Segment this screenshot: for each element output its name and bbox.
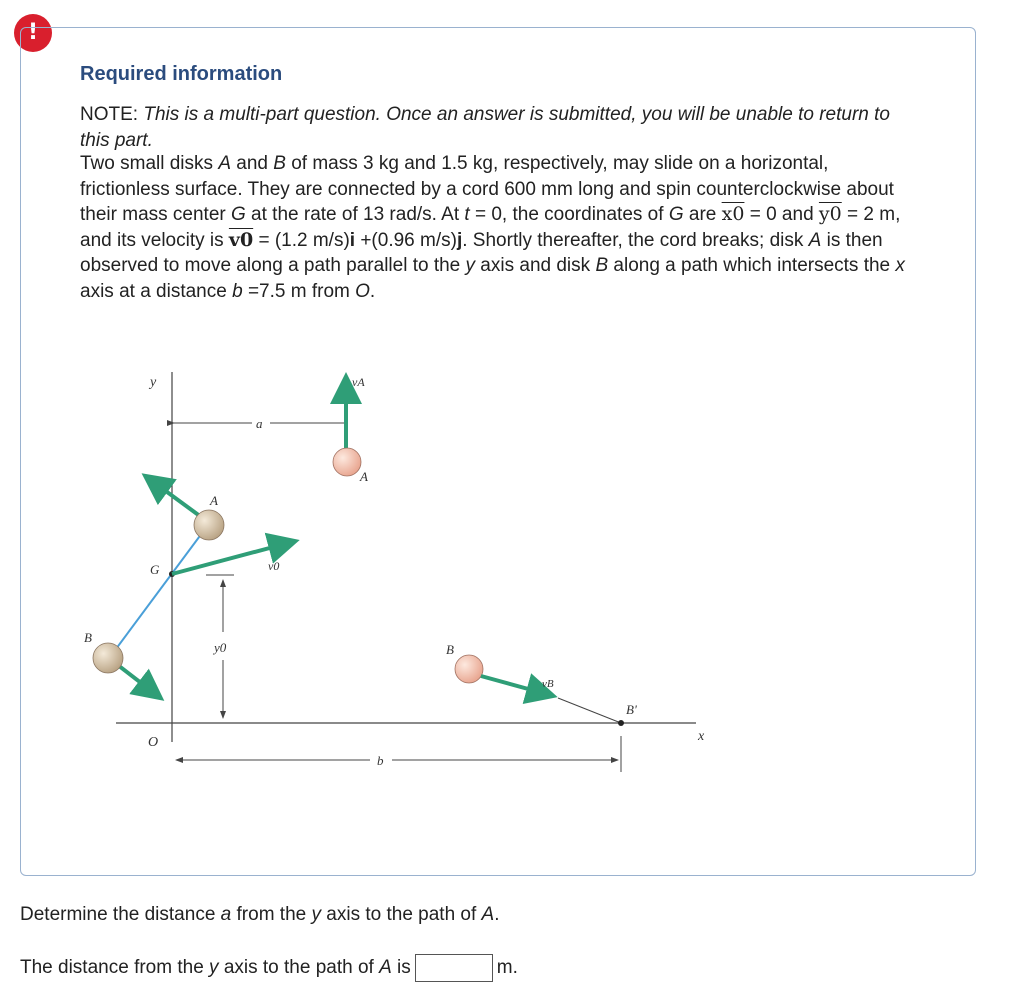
question-text: Determine the distance a from the y axis to the path of A. [20,904,500,925]
diagram [80,362,740,782]
note-text: NOTE: This is a multi-part question. Once an answer is submitted, you will be unable to return to this part. [80,104,890,151]
answer-prompt: The distance from the y axis to the path of A is [20,957,411,978]
problem-text: Two small disks A and B of mass 3 kg and 1.5 kg, respectively, may slide on a horizontal, frictionless surface. They are connected by a cord 600 mm long and spin counterclockwise about their mass center G at the rate of 13 rad/s. At t = 0, the coordinates of G are x0 = 0 and y0 = 2 m, and its velocity is v0 = (1.2 m/s)i +(0.96 m/s)j. Shortly thereafter, the cord breaks; disk A is then observed to move along a path parallel to the y axis and disk B along a path which intersects the x axis at a distance b =7.5 m from O. [80,153,905,302]
disk-B-label: B [84,630,92,645]
vB-path [558,698,621,723]
answer-input[interactable] [415,954,493,982]
cord [110,525,208,657]
vB-arrow [481,676,550,695]
disk-B-final [455,655,483,683]
disk-A-label: A [210,493,218,508]
B-prime-label: B' [626,702,637,717]
disk-B [93,643,123,673]
origin-label: O [148,735,159,750]
disk-A-final [333,448,361,476]
disk-A-final-label: A [360,469,368,484]
alert-icon: ! [14,14,52,52]
answer-row [20,954,518,982]
disk-A [194,510,224,540]
B-prime-point [618,720,624,726]
unit-label: m. [496,957,518,978]
y-axis-label: y [150,375,157,390]
G-label: G [150,562,160,577]
vA-label: vA [352,375,365,389]
x-axis-label: x [698,729,705,744]
v0-label: v0 [268,559,280,573]
disk-B-final-label: B [446,642,454,657]
vB-label: vB [542,678,554,690]
dimension-a-label: a [256,416,263,431]
dimension-b-label: b [377,753,384,768]
y0-label: y0 [214,640,227,655]
required-info-title: Required information [80,63,283,85]
